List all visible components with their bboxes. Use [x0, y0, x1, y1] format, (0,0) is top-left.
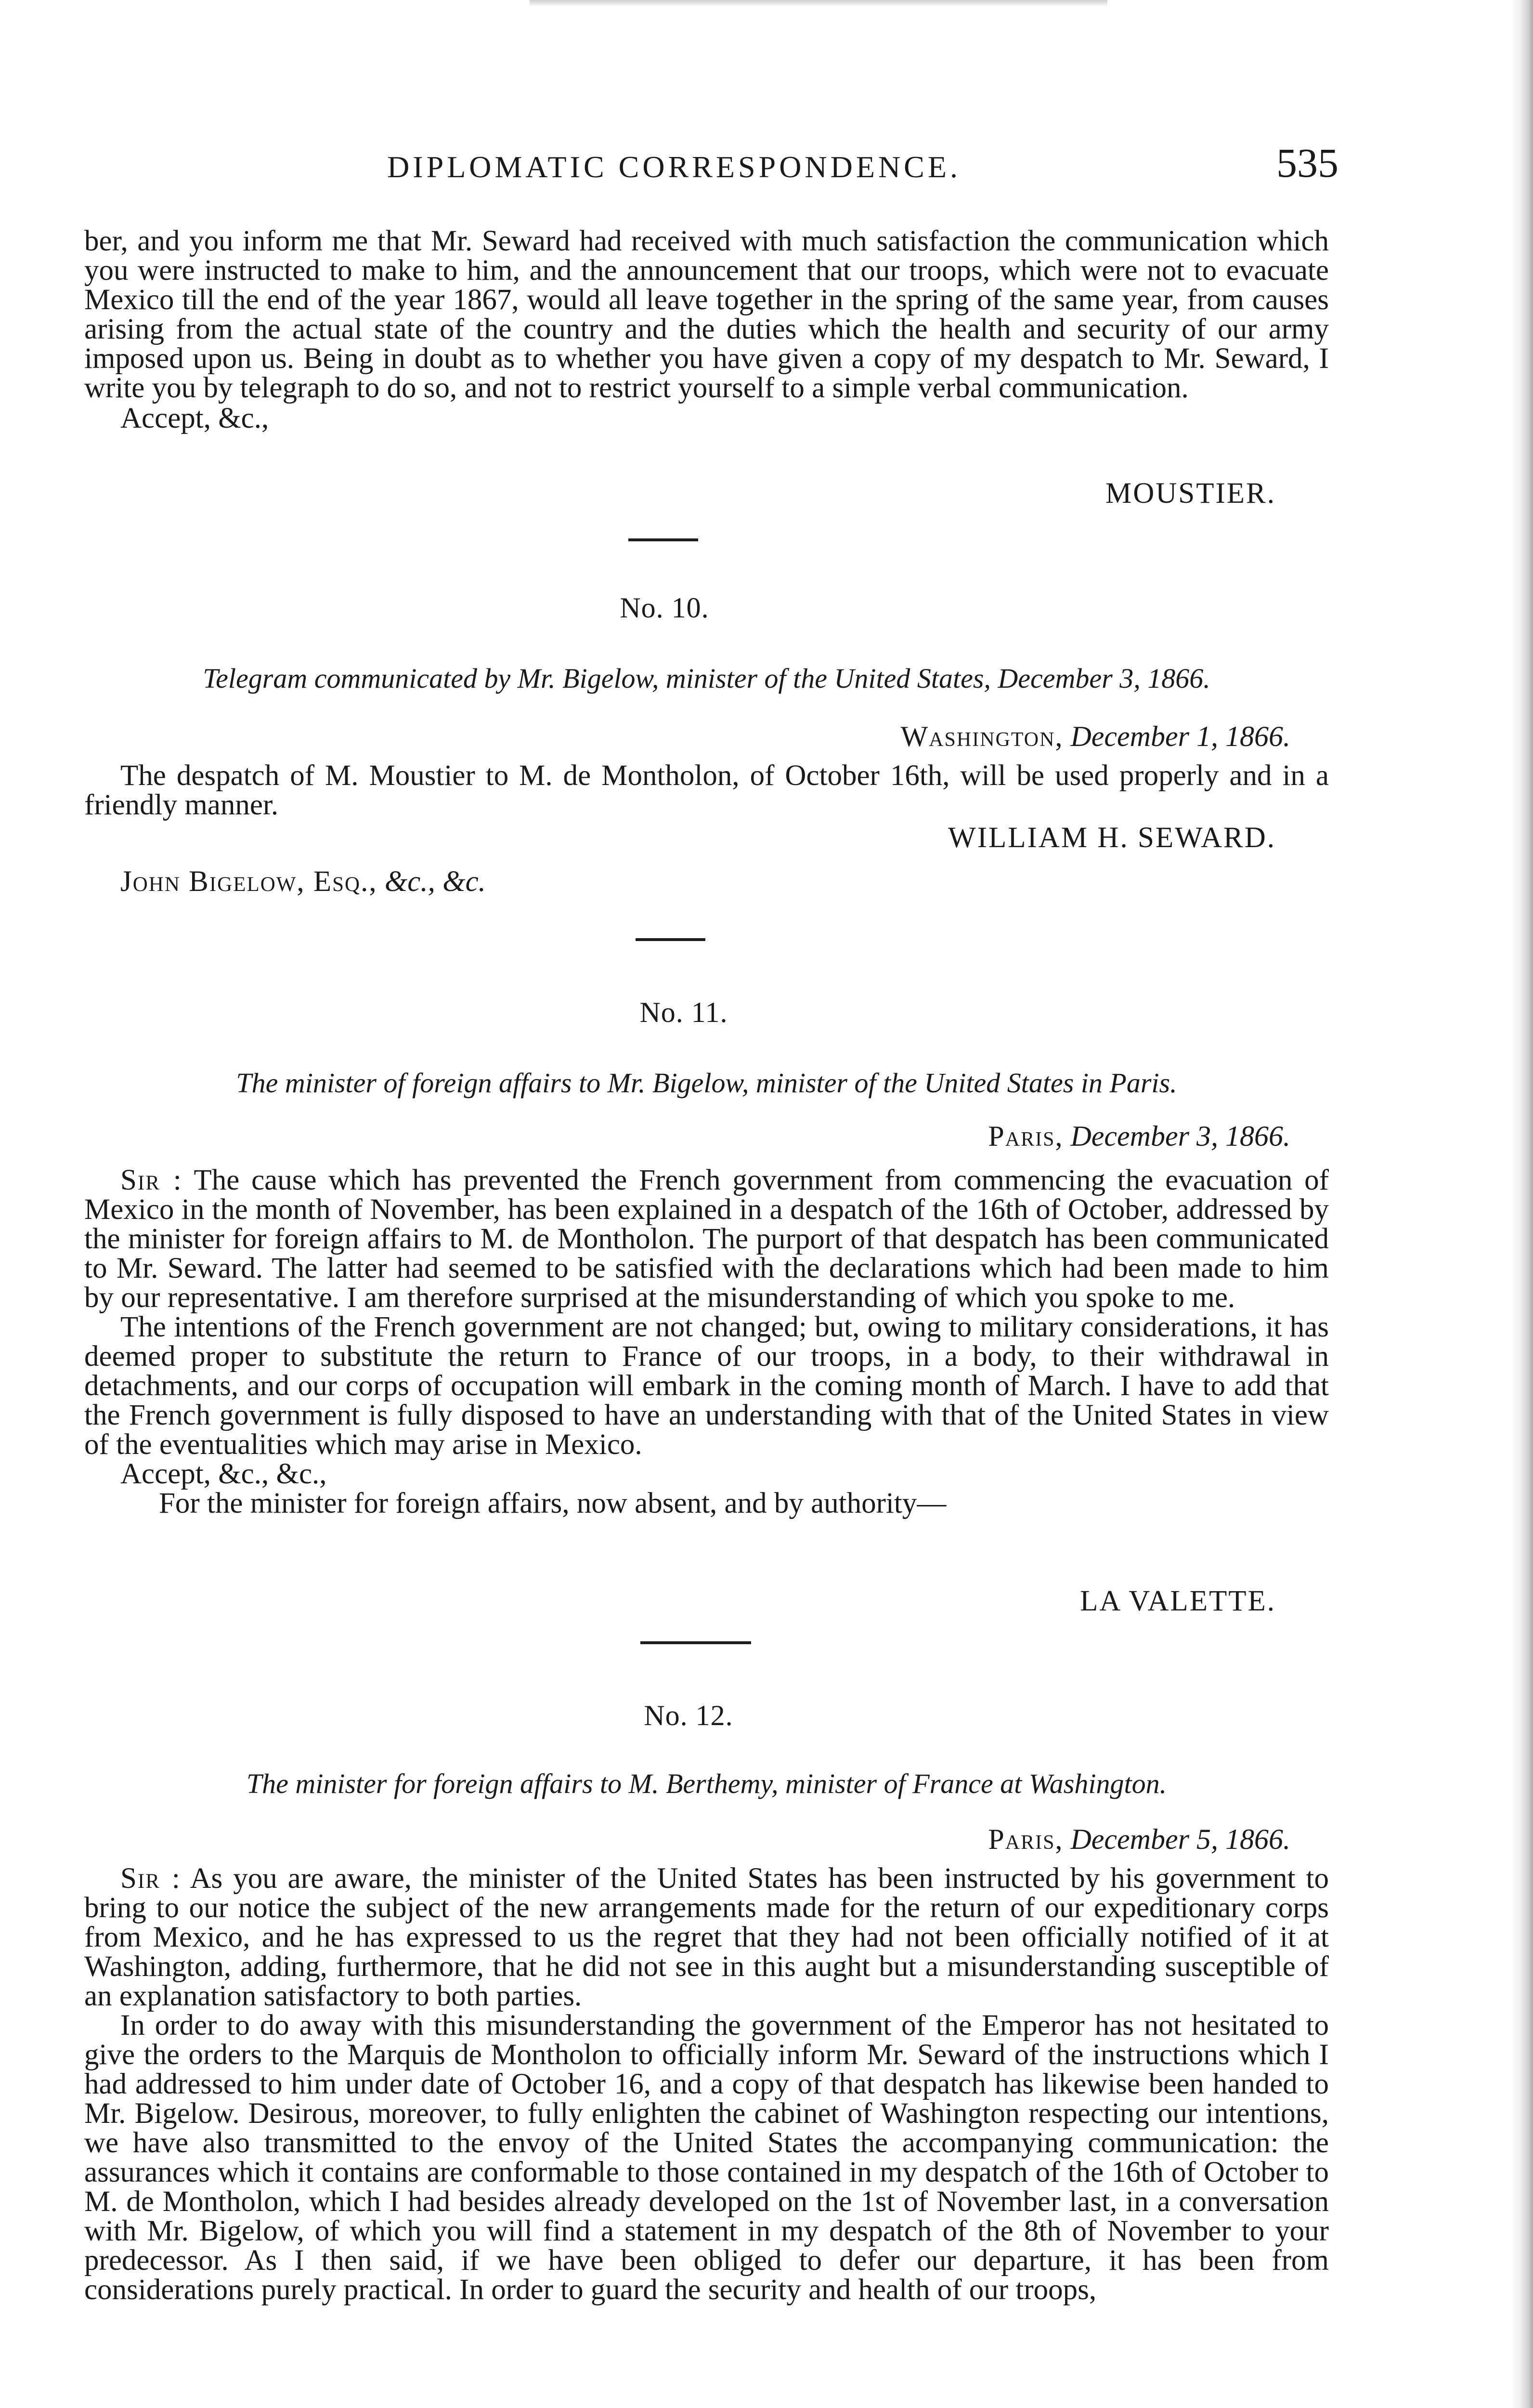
page-number: 535: [1276, 140, 1338, 186]
doc-11-para1: The cause which has prevented the French government from commencing the evacuation of Mexico in the month of November, has been explained in a despatch of the 16th of October, addressed by the minister for foreign affairs to M. de Montholon. The purport of that despatch has been communicated to Mr. Seward. The latter had seemed to be satisfied with the declarations which had been made to him by our representative. I am therefore surprised at the misunderstanding of which you spoke to me.: [84, 1164, 1329, 1314]
doc-10-date: December 1, 1866.: [1070, 720, 1290, 752]
doc-12-caption: The minister for foreign affairs to M. Berthemy, minister of France at Washington.: [246, 1768, 1167, 1799]
doc-12-para2: In order to do away with this misunderstanding the government of the Emperor has not hesitated to give the orders to the Marquis de Montholon to officially inform Mr. Seward of the instructions which I had addressed to him under date of October 16, and a copy of that despatch has likewise been handed to Mr. Bigelow. Desirous, moreover, to fully enlighten the cabinet of Washington respecting our intentions, we have also transmitted to the envoy of the United States the accompanying communication: the assurances which it contains are conformable to those contained in my despatch of the 16th of October to M. de Montholon, which I had besides already developed on the 1st of November last, in a conversation with Mr. Bigelow, of which you will find a statement in my despatch of the 8th of November to your predecessor. As I then said, if we have been obliged to defer our departure, it has been from considerations purely practical. In order to guard the security and health of our troops,: [84, 2009, 1329, 2306]
doc-11-text: [84, 1165, 1329, 1518]
doc-12-salutation: Sir :: [120, 1862, 181, 1895]
doc-12-dateline: [84, 1823, 1290, 1856]
doc-10-place: Washington,: [900, 720, 1064, 752]
doc-11-signature: LA VALETTE.: [1080, 1585, 1276, 1617]
doc-12-text: [84, 1864, 1329, 2304]
doc-10-dateline: [84, 720, 1290, 753]
doc-11-caption: The minister of foreign affairs to Mr. Bigelow, minister of the United States in Paris.: [236, 1067, 1177, 1099]
letter-9-body: ber, and you inform me that Mr. Seward had received with much satisfaction the communication which you were instructed to make to him, and the announcement that our troops, which were not to evacuate Mexico till the end of the year 1867, would all leave together in the spring of the same year, from causes arising from the actual state of the country and the duties which the health and security of our army imposed upon us. Being in doubt as to whether you have given a copy of my despatch to Mr. Seward, I write you by telegraph to do so, and not to restrict yourself to a simple verbal communication.: [84, 225, 1329, 404]
doc-12-para1: As you are aware, the minister of the United States has been instructed by his government to bring to our notice the subject of the new arrangements made for the return of our expeditionary corps from Mexico, and he has expressed to us the regret that they had not been officially notified of it at Washington, adding, furthermore, that he did not see in this aught but a misunderstanding susceptible of an explanation satisfactory to both parties.: [84, 1862, 1329, 2012]
doc-11-para2: The intentions of the French government are not changed; but, owing to military considerations, it has deemed proper to substitute the return to France of our troops, in a body, to their withdrawal in detachments, and our corps of occupation will embark in the coming month of March. I have to add that the French government is fully disposed to have an understanding with that of the United States in view of the eventualities which may arise in Mexico.: [84, 1311, 1329, 1461]
doc-10-addressee-suffix: &c., &c.: [384, 865, 486, 898]
doc-10-signature: WILLIAM H. SEWARD.: [948, 822, 1276, 854]
doc-10-number: No. 10.: [620, 592, 709, 624]
page-edge-top: [530, 0, 1107, 7]
doc-12-number: No. 12.: [644, 1700, 733, 1731]
section-divider: [640, 1641, 751, 1644]
doc-11-authority: For the minister for foreign affairs, now absent, and by authority—: [159, 1487, 947, 1519]
doc-10-body: The despatch of M. Moustier to M. de Montholon, of October 16th, will be used properly and in a friendly manner.: [84, 759, 1329, 821]
doc-10-addressee-line: [120, 867, 1083, 896]
doc-11-place: Paris,: [988, 1120, 1064, 1152]
section-divider: [636, 938, 705, 941]
doc-11-dateline: [84, 1120, 1290, 1153]
doc-10-caption: Telegram communicated by Mr. Bigelow, minister of the United States, December 3, 1866.: [203, 663, 1210, 694]
letter-9-signature: MOUSTIER.: [1105, 477, 1276, 510]
running-title: DIPLOMATIC CORRESPONDENCE.: [387, 150, 961, 184]
doc-12-date: December 5, 1866.: [1070, 1823, 1290, 1855]
section-divider: [628, 538, 698, 541]
doc-10-text: [84, 761, 1329, 820]
page-edge-right: [1511, 0, 1533, 2408]
doc-11-salutation: Sir :: [120, 1164, 182, 1196]
doc-11-date: December 3, 1866.: [1070, 1120, 1290, 1152]
doc-11-number: No. 11.: [639, 996, 728, 1028]
doc-10-addressee: John Bigelow, Esq.,: [120, 865, 377, 898]
letter-9-closing: Accept, &c.,: [120, 402, 269, 434]
doc-11-closing: Accept, &c., &c.,: [120, 1458, 327, 1490]
doc-12-place: Paris,: [988, 1823, 1064, 1855]
letter-9-end: [84, 226, 1329, 433]
